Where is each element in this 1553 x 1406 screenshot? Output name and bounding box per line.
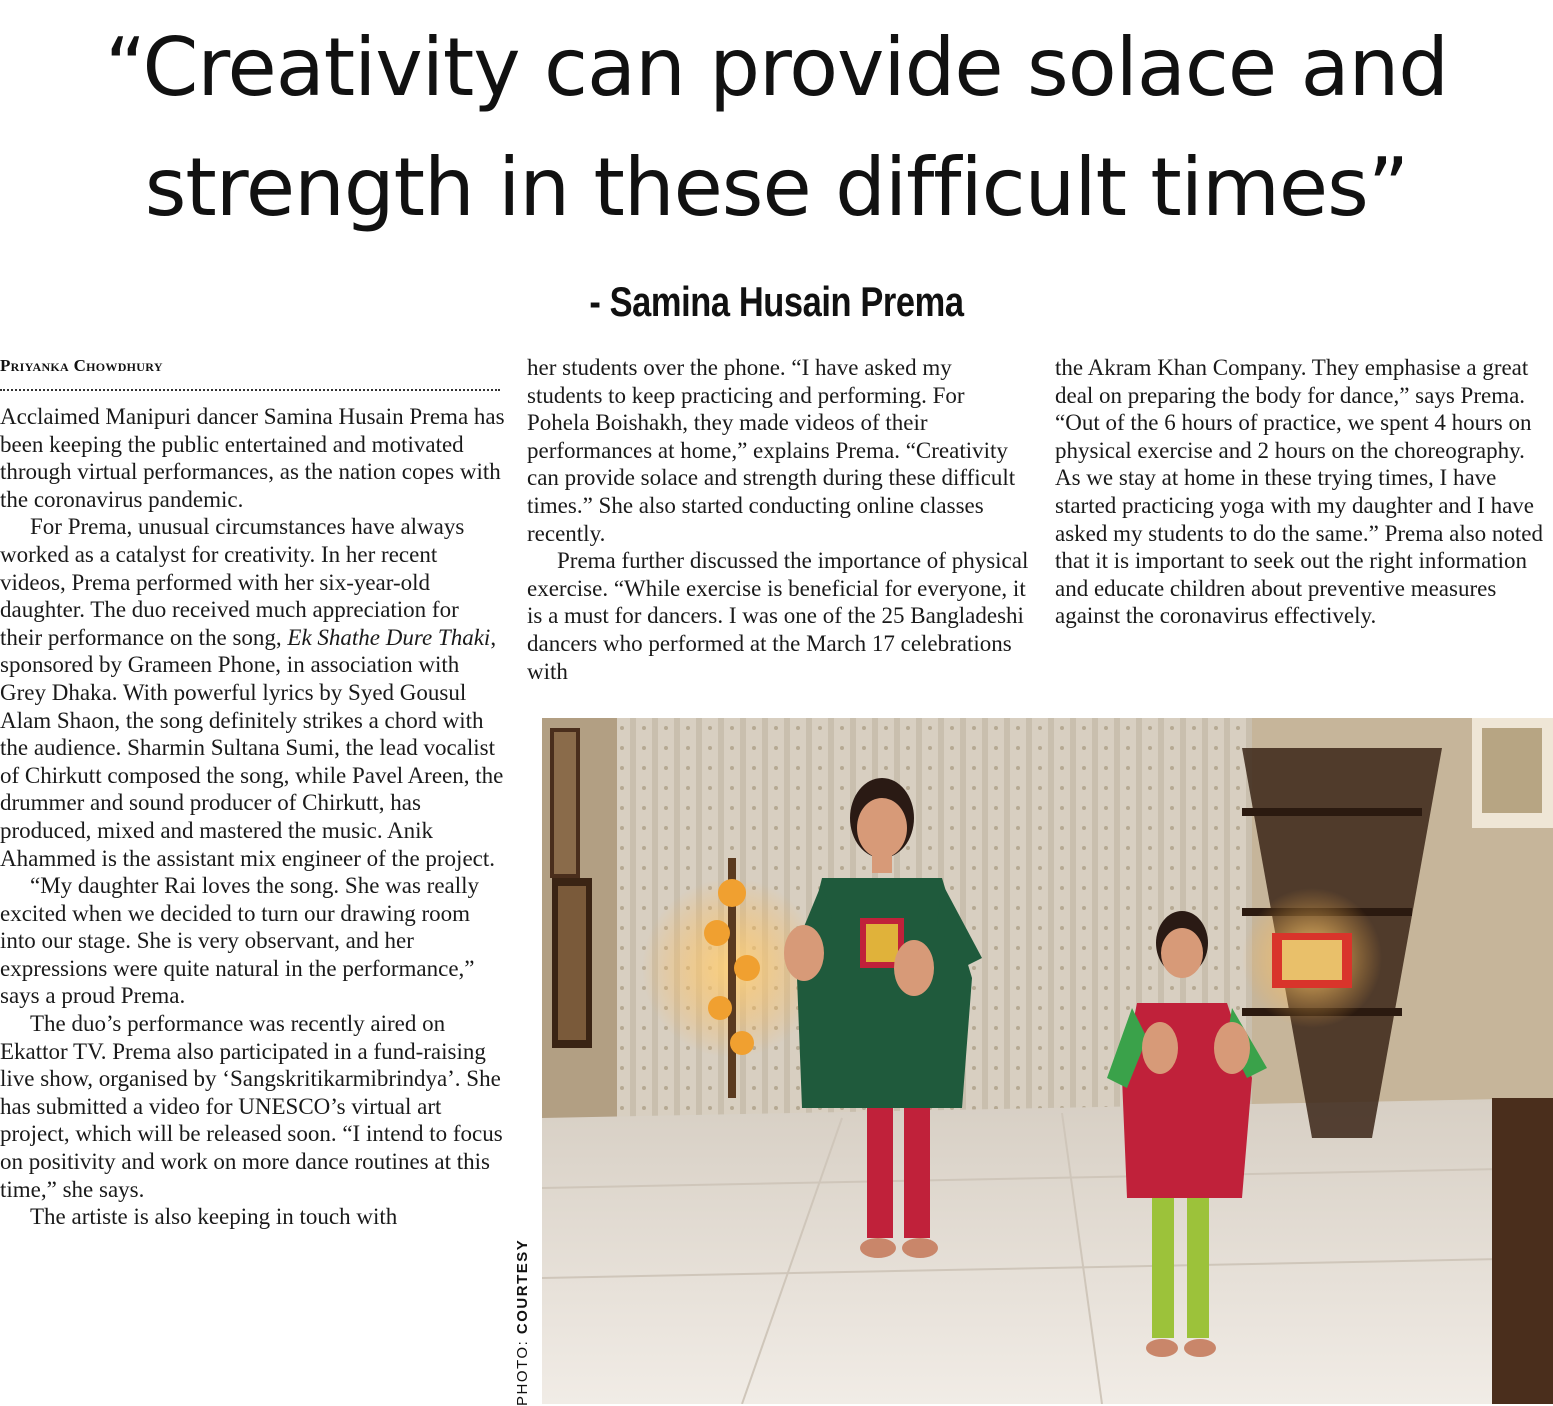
paragraph: Prema further discussed the importance of physical exercise. “While exercise is beneficial for everyone, it is a must for dancers. I was one of the 25 Bangladeshi dancers who performed at the March 17 celebrations with [527, 548, 1029, 684]
article-column-1 [0, 403, 505, 1231]
paragraph: her students over the phone. “I have asked my students to keep practicing and performing. For Pohela Boishakh, they made videos of their performances at home,” explains Prema. “Creativity can provide solace and strength during these difficult times.” She also started conducting online classes recently. [527, 355, 1016, 546]
paragraph: Acclaimed Manipuri dancer Samina Husain Prema has been keeping the public entertained and motivated through virtual performances, as the nation copes with the coronavirus pandemic. [0, 404, 505, 512]
song-title: Ek Shathe Dure Thaki [287, 624, 491, 650]
paragraph: The duo’s performance was recently aired on Ekattor TV. Prema also participated in a fund-raising live show, organised by ‘Sangskritikarmibrindya’. She has submitted a video for UNESCO’s virtual art project, which will be released soon. “I intend to focus on positivity and work on more dance routines at this time,” she says. [0, 1011, 503, 1202]
headline-line-2: strength in these difficult times” [144, 141, 1409, 234]
photo-credit [514, 1239, 531, 1406]
headline-line-1: “Creativity can provide solace and [104, 21, 1449, 114]
author-byline: Priyanka Chowdhury [0, 356, 163, 375]
byline-divider [0, 389, 500, 391]
paragraph-text: For Prema, unusual circumstances have always worked as a catalyst for creativity. In her recent videos, Prema performed with her six-year-old daughter. The duo received much appreciation for their performance on the song, [0, 514, 465, 650]
photo-credit-source: COURTESY [514, 1238, 531, 1335]
photo-credit-label: PHOTO: [514, 1334, 531, 1406]
paragraph: “My daughter Rai loves the song. She was really excited when we decided to turn our drawing room into our stage. She is very observant, and her expressions were quite natural in the performance,” says a proud Prema. [0, 873, 480, 1009]
article-column-3 [1055, 354, 1553, 630]
right-furniture [1492, 1098, 1553, 1404]
dancers-photo-illustration [542, 718, 1553, 1404]
headline [0, 8, 1553, 248]
paragraph: The artiste is also keeping in touch with [30, 1204, 398, 1230]
paragraph [0, 513, 505, 872]
floor [542, 1098, 1553, 1404]
paragraph: the Akram Khan Company. They emphasise a great deal on preparing the body for dance,” says Prema. “Out of the 6 hours of practice, we spent 4 hours on physical exercise and 2 hours on the choreography. As we stay at home in these trying times, I have started practicing yoga with my daughter and I have asked my students to do the same.” Prema also noted that it is important to seek out the right information and educate children about preventive measures against the coronavirus effectively. [1055, 355, 1544, 629]
article-column-2 [527, 354, 1032, 685]
quote-attribution: - Samina Husain Prema [589, 278, 964, 325]
article-photo [542, 718, 1553, 1404]
paragraph-text: , sponsored by Grameen Phone, in association with Grey Dhaka. With powerful lyrics by Syed Gousul Alam Shaon, the song definitely strikes a chord with the audience. Sharmin Sultana Sumi, the lead vocalist of Chirkutt composed the song, while Pavel Areen, the drummer and sound producer of Chirkutt, has produced, mixed and mastered the music. Anik Ahammed is the assistant mix engineer of the project. [0, 624, 504, 871]
